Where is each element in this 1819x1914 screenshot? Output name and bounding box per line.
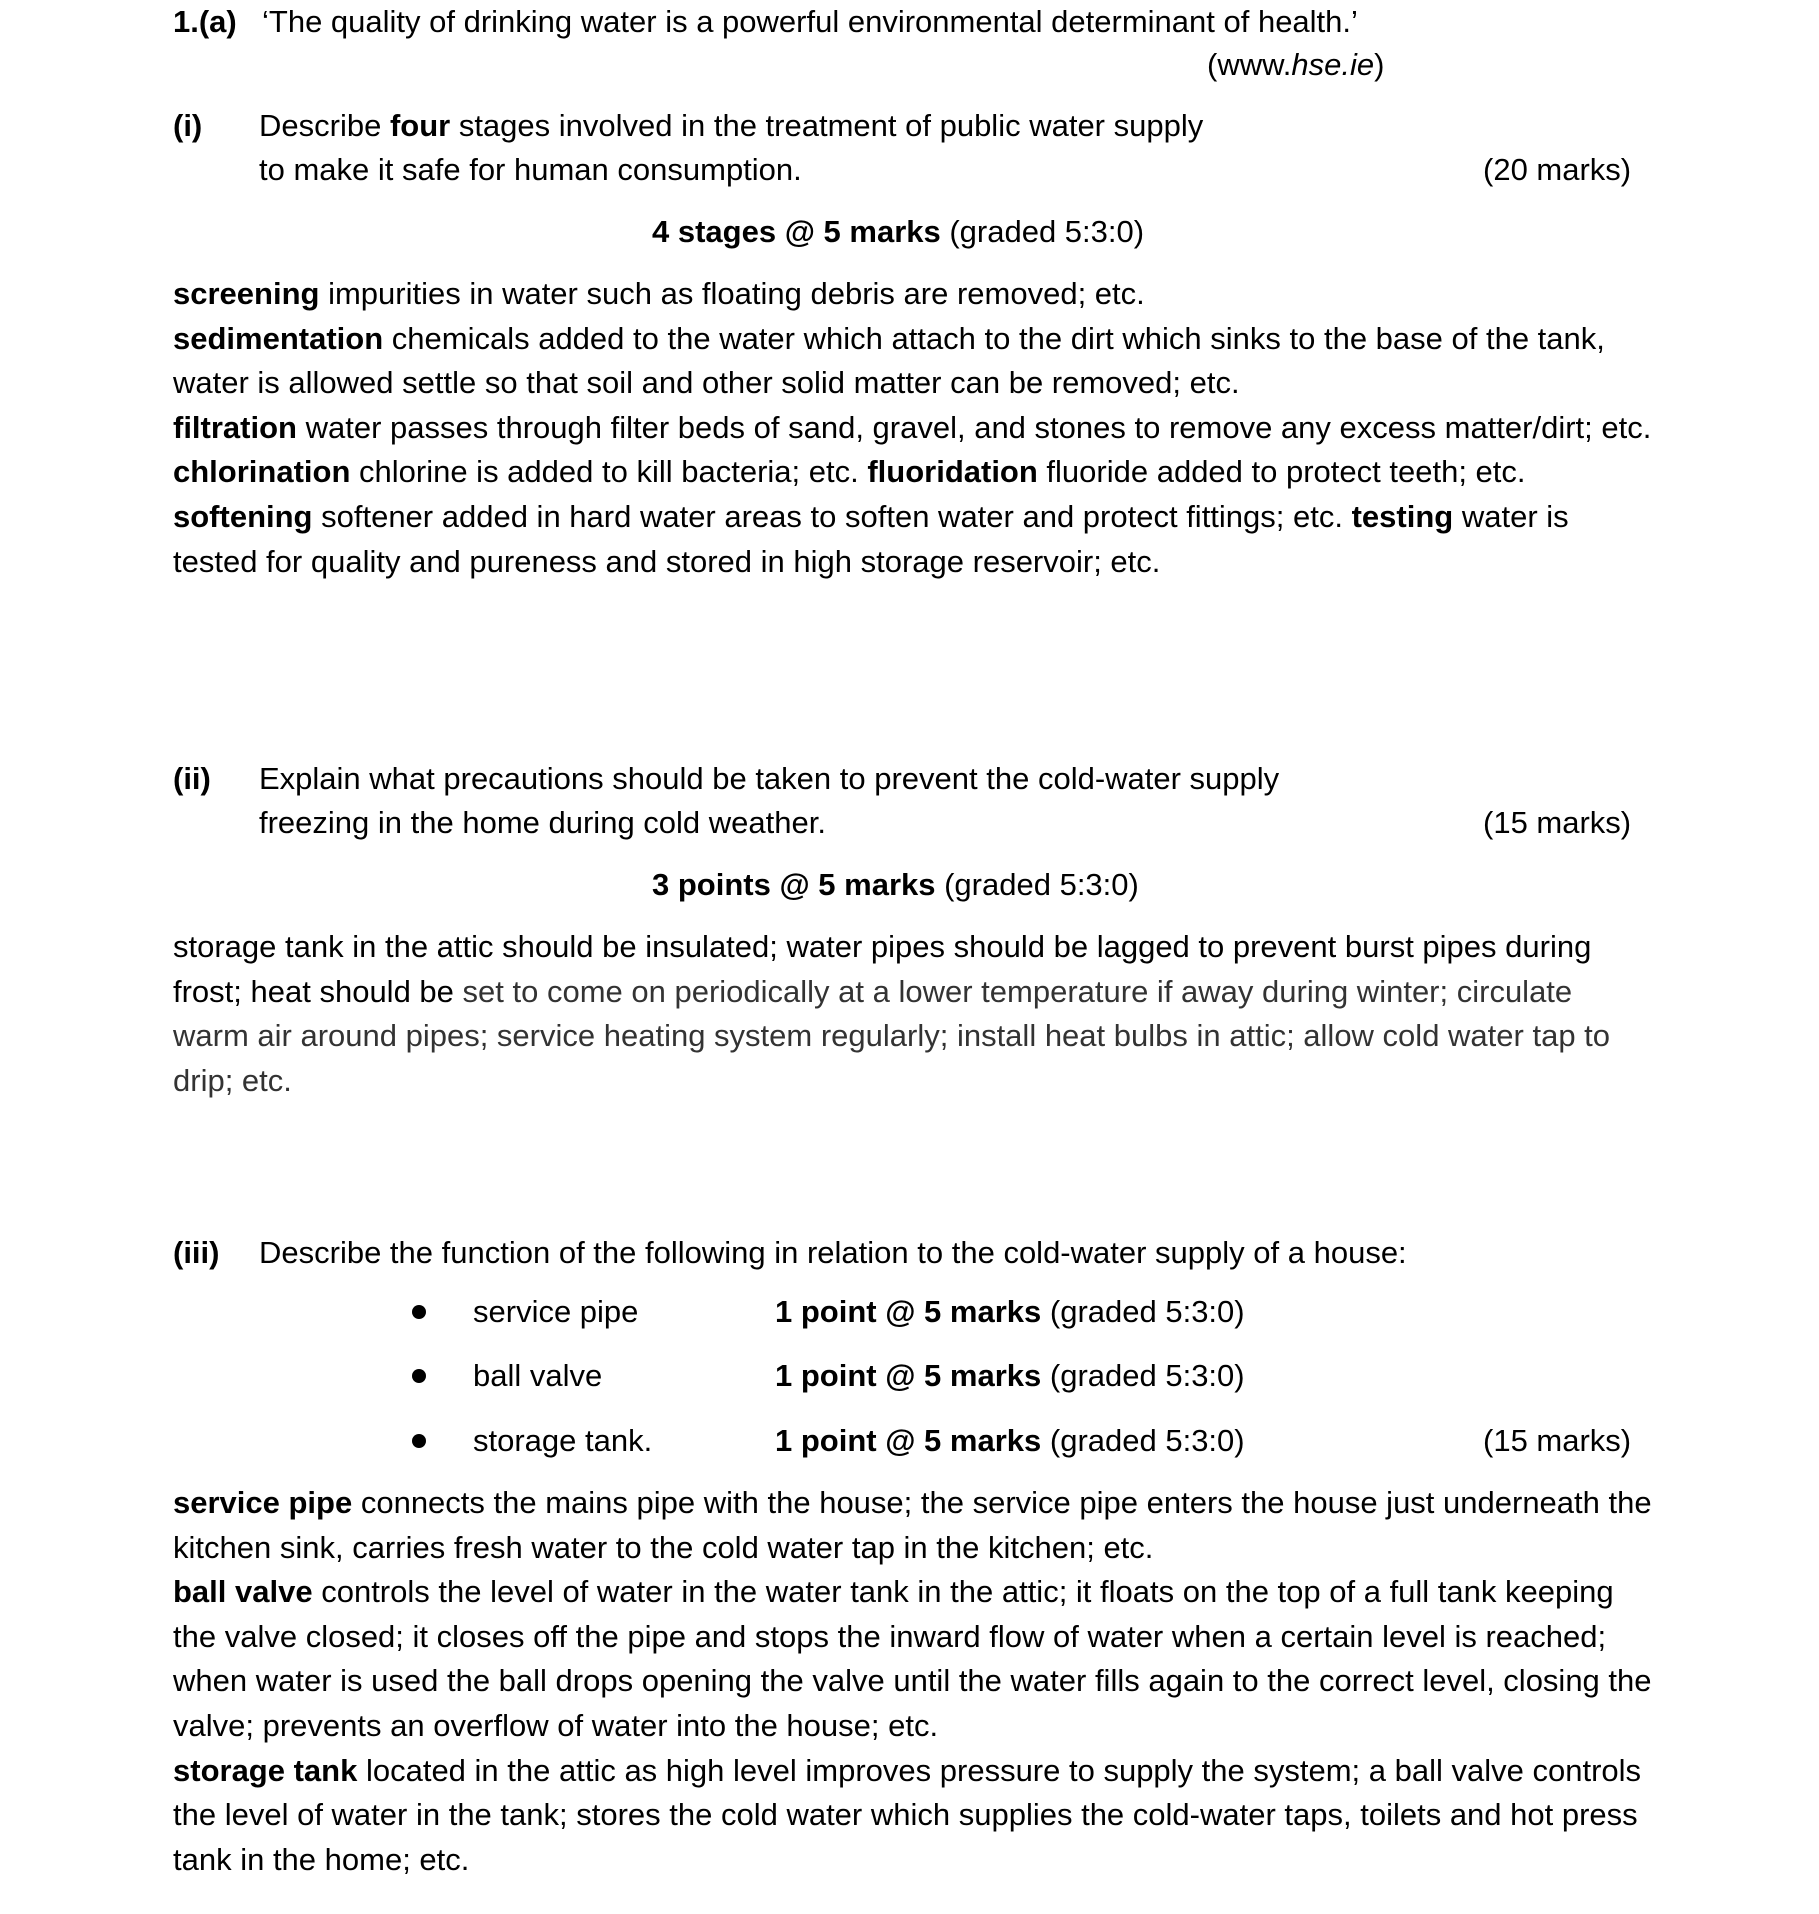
answer-term-softening: softening	[173, 498, 313, 534]
part-i-answer	[173, 272, 1653, 584]
item-scheme-ball-valve	[775, 1354, 1245, 1398]
quote-source-close: )	[1374, 47, 1385, 82]
answer-term-chlorination: chlorination	[173, 454, 351, 490]
bullet-icon	[412, 1369, 426, 1383]
bullet-icon	[412, 1434, 426, 1448]
answer-text: impurities in water such as floating debris are removed; etc.	[319, 276, 1145, 311]
answer-term-screening: screening	[173, 276, 320, 311]
part-ii-marks: (15 marks)	[1483, 805, 1632, 840]
item-name-ball-valve: ball valve	[473, 1358, 603, 1393]
answer-text: located in the attic as high level improves pressure to supply the system; a ball valve controls the level of water in the tank; stores the cold water which supplies the cold-water taps, toilets and hot press tank in the home; etc.	[173, 1752, 1642, 1877]
part-iii-question: Describe the function of the following in relation to the cold-water supply of a house:	[259, 1235, 1407, 1270]
item-scheme-bold: 1 point @ 5 marks	[775, 1423, 1042, 1458]
part-iii-answer	[173, 1481, 1653, 1882]
part-ii-answer-b: set to come on periodically at a lower temperature if away during winter; circulate warm air around pipes; service heating system regularly; install heat bulbs in attic; allow cold water tap to drip; etc.	[173, 973, 1611, 1098]
part-ii-answer-a: storage tank in the attic should be insulated; water pipes should be lagged to prevent burst pipes during frost; heat should be	[173, 929, 1592, 1009]
part-i-scheme-rest: (graded 5:3:0)	[940, 214, 1145, 249]
answer-term-testing: testing	[1351, 498, 1454, 534]
answer-term-service-pipe: service pipe	[173, 1485, 353, 1520]
answer-term-fluoridation: fluoridation	[867, 454, 1038, 490]
item-scheme-bold: 1 point @ 5 marks	[775, 1358, 1042, 1393]
answer-text: fluoride added to protect teeth; etc.	[1037, 454, 1526, 490]
part-i-scheme-bold: 4 stages @ 5 marks	[652, 214, 941, 249]
question-quote: ‘The quality of drinking water is a powerful environmental determinant of health.’	[262, 4, 1358, 39]
bullet-icon	[412, 1305, 426, 1319]
item-name-storage-tank: storage tank.	[473, 1423, 653, 1458]
answer-term-storage-tank: storage tank	[173, 1752, 358, 1788]
part-i-q-bold: four	[389, 108, 451, 143]
part-i-marking-scheme	[652, 210, 1144, 254]
quote-source	[1207, 43, 1384, 87]
answer-term-sedimentation: sedimentation	[173, 320, 384, 356]
part-i-q-pre: Describe	[259, 108, 390, 143]
part-ii-question-line2: freezing in the home during cold weather.	[259, 805, 826, 840]
item-scheme-storage-tank	[775, 1419, 1245, 1463]
quote-source-site: hse.ie	[1291, 47, 1375, 82]
answer-text: controls the level of water in the water tank in the attic; it floats on the top of a full tank keeping the valve closed; it closes off the pipe and stops the inward flow of water when a certain level is reached; when water is used the ball drops opening the valve until the water fills again to the correct level, closing the valve; prevents an overflow of water into the house; etc.	[173, 1574, 1652, 1743]
quote-source-open: (www.	[1207, 47, 1292, 82]
part-i-q-post: stages involved in the treatment of public water supply	[450, 108, 1204, 143]
part-i-question-line1	[259, 104, 1203, 148]
answer-term-ball-valve: ball valve	[173, 1574, 313, 1610]
item-name-service-pipe: service pipe	[473, 1294, 639, 1329]
item-scheme-rest: (graded 5:3:0)	[1041, 1423, 1245, 1458]
part-ii-scheme-bold: 3 points @ 5 marks	[652, 867, 936, 902]
item-scheme-rest: (graded 5:3:0)	[1041, 1358, 1245, 1393]
item-scheme-service-pipe	[775, 1290, 1245, 1334]
part-i-question-line2: to make it safe for human consumption.	[259, 152, 802, 187]
answer-text: connects the mains pipe with the house; the service pipe enters the house just underneath the kitchen sink, carries fresh water to the cold water tap in the kitchen; etc.	[173, 1485, 1652, 1565]
answer-text: chlorine is added to kill bacteria; etc.	[350, 454, 868, 490]
part-iii-marks: (15 marks)	[1483, 1423, 1632, 1458]
part-ii-label: (ii)	[173, 761, 211, 796]
part-ii-marking-scheme	[652, 863, 1139, 907]
item-scheme-rest: (graded 5:3:0)	[1041, 1294, 1245, 1329]
question-number: 1.(a)	[173, 4, 237, 39]
item-scheme-bold: 1 point @ 5 marks	[775, 1294, 1042, 1329]
part-iii-label: (iii)	[173, 1235, 220, 1270]
answer-text: chemicals added to the water which attach to the dirt which sinks to the base of the tank, water is allowed settle so that soil and other solid matter can be removed; etc.	[173, 320, 1605, 401]
answer-text: softener added in hard water areas to soften water and protect fittings; etc.	[312, 498, 1352, 534]
answer-text: water is tested for quality and pureness and stored in high storage reservoir; etc.	[173, 498, 1569, 579]
part-ii-scheme-rest: (graded 5:3:0)	[935, 867, 1139, 902]
part-ii-question-line1: Explain what precautions should be taken to prevent the cold-water supply	[259, 761, 1280, 796]
answer-term-filtration: filtration	[173, 409, 297, 445]
part-i-marks: (20 marks)	[1483, 152, 1632, 187]
part-ii-answer	[173, 925, 1653, 1103]
part-i-label: (i)	[173, 108, 203, 143]
answer-text: water passes through filter beds of sand, gravel, and stones to remove any excess matter/dirt; etc.	[297, 409, 1652, 445]
